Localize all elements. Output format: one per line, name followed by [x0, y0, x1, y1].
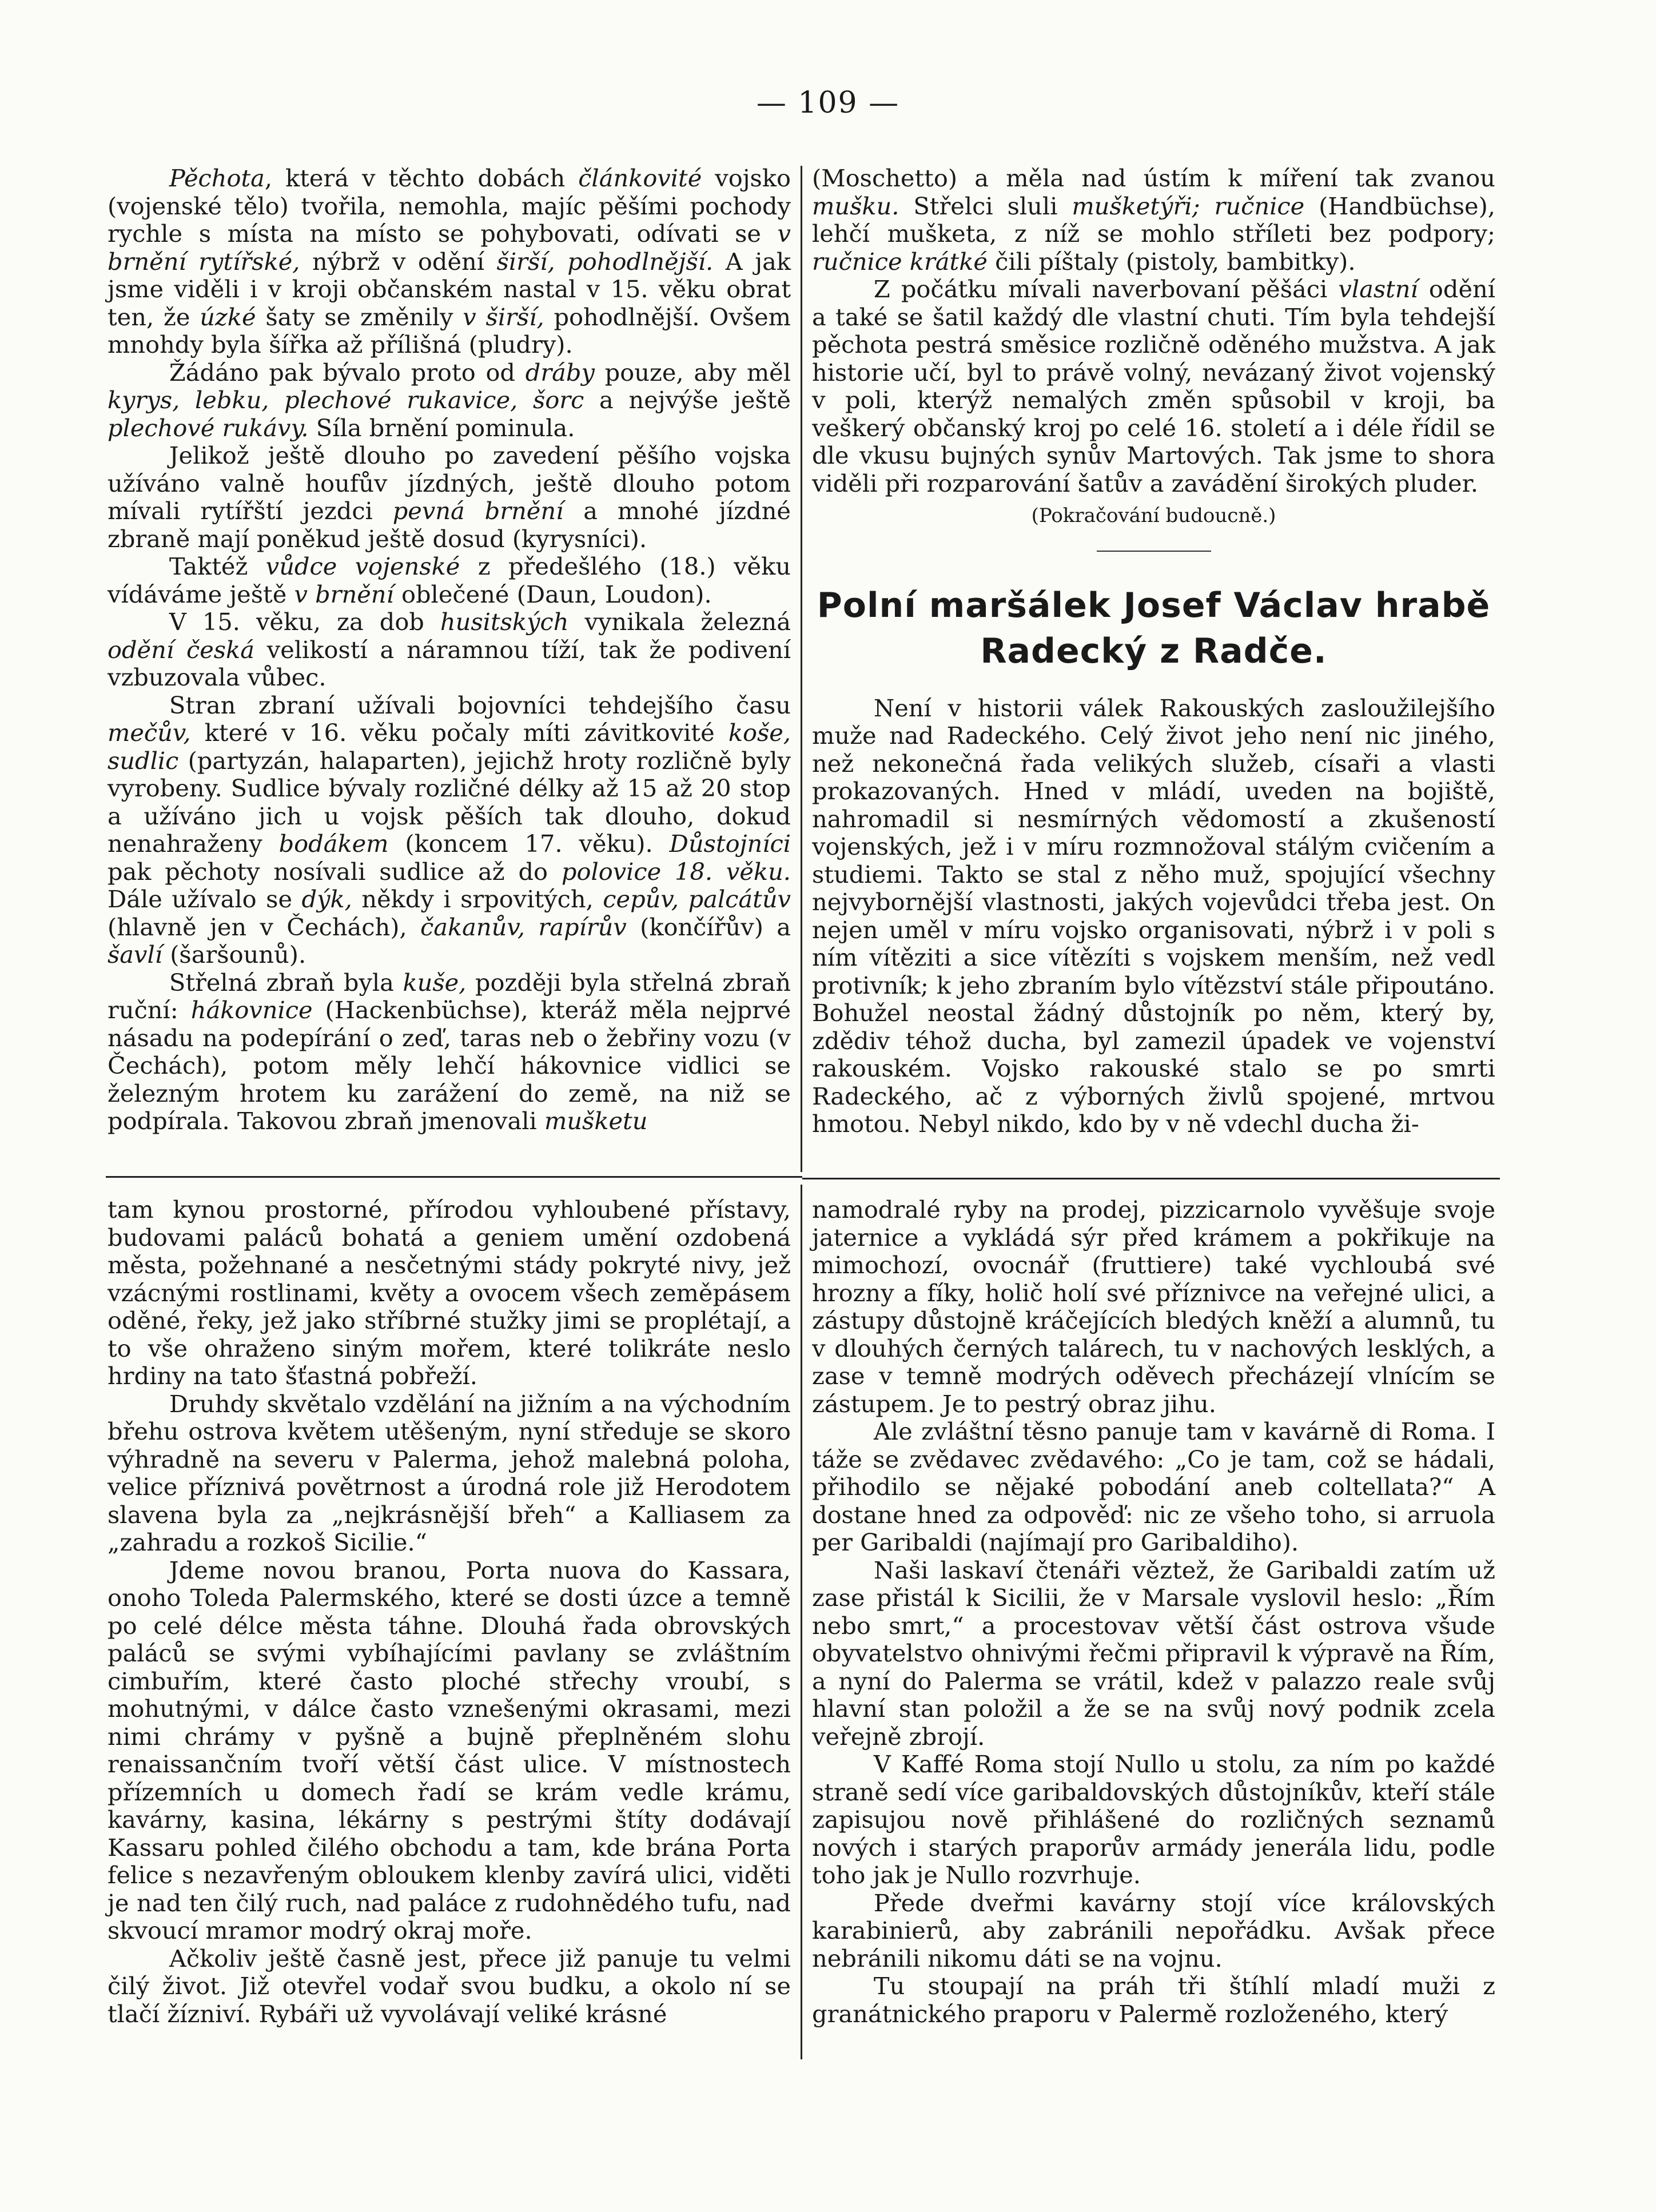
column-top-right [812, 165, 1495, 1138]
column-bottom-left [108, 1196, 791, 2028]
paragraph-commanders: Taktéž vůdce vojenské z předešlého (18.) věku vídáváme ještě v brnění oblečené (Daun, Loudon). [108, 552, 791, 608]
paragraph-firearms: Střelná zbraň byla kuše, později byla střelná zbraň ruční: hákovnice (Hackenbüchse), kteráž měla nejprvé násadu na podepírání o zeď, taras neb o žebřiny vozu (v Čechách), potom měly lehčí hákovnice vidlici se železným hrotem ku zarážení do země, na niž se podpírala. Takovou zbraň jmenovali mušketu [108, 968, 791, 1135]
continued-note: (Pokračování budoucně.) [1031, 504, 1276, 527]
paragraph-market: namodralé ryby na prodej, pizzicarnolo vyvěšuje svoje jaternice a vykládá sýr před krámem a pokřikuje na mimochozí, ovocnář (fruttiere) také vychloubá své hrozny a fíky, holič holí své příznivce na veřejné ulici, a zástupy důstojně kráčejících bledých kněží a alumnů, tu v dlouhých černých talárech, tu v nachových lesklých, a zase v temně modrých oděvech přecházejí vlnícím se zástupem. Je to pestrý obraz jihu. [812, 1195, 1495, 1418]
paragraph-carabinieri: Přede dveřmi kavárny stojí více královských karabinierů, aby zabránili nepořádku. Avšak přece nebránili nikomu dáti se na vojnu. [812, 1888, 1495, 1972]
column-divider-top [801, 166, 802, 1172]
paragraph-palermo: Druhdy skvětalo vzdělání na jižním a na východním břehu ostrova květem utěšeným, nyní středuje se skoro výhradně na severu v Palerma, jehož malebná poloha, velice příznivá povětrnost a úrodná role již Herodotem slavena byla za „nejkrásnější břeh“ a Kalliasem za „zahradu a rozkoš Sicilie.“ [108, 1389, 791, 1556]
paragraph-kassaro: Jdeme novou branou, Porta nuova do Kassara, onoho Toleda Palermského, které se dosti úzce a temně po celé délce města táhne. Dlouhá řada obrovských paláců se svými vybíhajícími pavlany se zvláštním cimbuřím, které často ploché střechy vroubí, s mohutnými, v dálce často vznešenými okrasami, mezi nimi chrámy v pyšně a bujně přeplněném slohu renaissančním tvoří větší část ulice. V místnostech přízemních u domech řadí se krám vedle krámu, kavárny, kasina, lékárny s pestrými štíty dodávají Kassaru pohled čilého obchodu a tam, kde brána Porta felice s nezavřeným obloukem klenby zavírá ulici, viděti je nad ten čilý ruch, nad paláce z rudohnědého tufu, nad skvoucí mramor modrý okraj moře. [108, 1556, 791, 1944]
paragraph-musket: (Moschetto) a měla nad ústím k míření tak zvanou mušku. Střelci sluli mušketýři; ručnice (Handbüchse), lehčí mušketa, z níž se mohlo stříleti bez podpory; ručnice krátké čili píštaly (pistoly, bambitky). [812, 164, 1495, 276]
paragraph-mercenaries: Z počátku mívali naverbovaní pěšáci vlastní odění a také se šatil každý dle vlastní chuti. Tím byla tehdejší pěchota pestrá směsice rozličně oděného mužstva. A jak historie učí, byl to právě volný, nevázaný život vojenský v poli, kterýž nemalých změn spůsobil v kroji, ba veškerý občanský kroj po celé 16. století a i déle řídil se dle vkusu bujných synův Martových. Tak jsme to shora viděli při rozparování šatův a zavádění širokých pluder. [812, 275, 1495, 497]
column-top-left [108, 165, 791, 1135]
paragraph-harbors: tam kynou prostorné, přírodou vyhloubené přístavy, budovami paláců bohatá a geniem umění ozdobená města, požehnané a nesčetnými stády pokryté nivy, jež vzácnými rostlinami, květy a ovocem všech zeměpásem oděné, řeky, jež jako stříbrné stužky jimi se proplétají, a to vše ohraženo siným mořem, které tolikráte neslo hrdiny na tato šťastná pobřeží. [108, 1195, 791, 1390]
paragraph-nullo: V Kaffé Roma stojí Nullo u stolu, za ním po každé straně sedí více garibaldovských důstojníkův, kteří stále zapisujou nově přihlášené do rozličných seznamů nových i starých praporův armády jenerála lidu, podle toho jak je Nullo rozvrhuje. [812, 1750, 1495, 1889]
paragraph-hussite-era: V 15. věku, za dob husitských vynikala železná odění česká velikostí a náramnou tíží, tak že podivení vzbuzovala vůbec. [108, 608, 791, 691]
column-divider-bottom [801, 1185, 802, 2059]
paragraph-armor: Žádáno pak bývalo proto od dráby pouze, aby měl kyrys, lebku, plechové rukavice, šorc a nejvýše ještě plechové rukávy. Síla brnění pominula. [108, 358, 791, 442]
paragraph-radecky: Není v historii válek Rakouských zasloužilejšího muže nad Radeckého. Celý život jeho není nic jiného, než nekonečná řada velikých služeb, císaři a vlasti prokazovaných. Hned v mládí, uveden na bojiště, nahromadil si nesmírných vědomostí a zkušeností vojenských, jež i v míru rozmnožoval stálým cvičením a studiemi. Takto se stal z něho muž, spojující všechny nejvybornější vlastnosti, jakých vojevůdci třeba jest. On nejen uměl v míru vojsko organisovati, nýbrž i v poli s ním vítěziti a sice vítězíti s vojskem menším, než vedl protivník; k jeho zbraním bylo vítězství stále připoutáno. Bohužel neostal žádný důstojník po něm, který by, zdědiv téhož ducha, byl zamezil úpadek ve vojenství rakouském. Vojsko rakouské stalo se po smrti Radeckého, ač z výborných živlů spojené, mrtvou hmotou. Nebyl nikdo, kdo by v ně vdechl ducha ži- [812, 694, 1495, 1138]
page-number: — 109 — [756, 86, 900, 120]
article-title: Polní maršálek Josef Václav hrabě Radecký z Radče. [817, 585, 1491, 671]
paragraph-cafe-roma: Ale zvláštní těsno panuje tam v kavárně di Roma. I táže se zvědavec zvědavého: „Co je tam, což se hádali, přihodilo se nějaké pobodání aneb coltellata?“ A dostane hned za odpověď: nic ze všeho toho, si arruola per Garibaldi (najímají pro Garibaldiho). [812, 1417, 1495, 1556]
horizontal-rule-left [106, 1176, 802, 1178]
column-bottom-right [812, 1196, 1495, 2028]
section-separator [1097, 551, 1211, 552]
paragraph-morning: Ačkoliv ještě časně jest, přece již panuje tu velmi čilý život. Již otevřel vodař svou budku, a okolo ní se tlačí žízniví. Rybáři už vyvolávají veliké krásné [108, 1944, 791, 2028]
paragraph-infantry: Pěchota, která v těchto dobách článkovité vojsko (vojenské tělo) tvořila, nemohla, majíc pěšími pochody rychle s místa na místo se pohybovati, odívati se v brnění rytířské, nýbrž v odění širší, pohodlnější. A jak jsme viděli i v kroji občanském nastal v 15. věku obrat ten, že úzké šaty se změnily v širší, pohodlnější. Ovšem mnohdy byla šířka až přílišná (pludry). [108, 164, 791, 358]
paragraph-weapons: Stran zbraní užívali bojovníci tehdejšího času mečův, které v 16. věku počaly míti závitkovité koše, sudlic (partyzán, halaparten), jejichž hroty rozličně byly vyrobeny. Sudlice bývaly rozličné délky až 15 až 20 stop a užíváno jich u vojsk pěších tak dlouho, dokud nenahraženy bodákem (koncem 17. věku). Důstojníci pak pěchoty nosívali sudlice až do polovice 18. věku. Dále užívalo se dýk, někdy i srpovitých, cepův, palcátův (hlavně jen v Čechách), čakanův, rapírův (končířův) a šavlí (šaršounů). [108, 691, 791, 969]
paragraph-grenadiers: Tu stoupají na práh tři štíhlí mladí muži z granátnického praporu v Palermě rozloženého, který [812, 1972, 1495, 2028]
paragraph-cavalry: Jelikož ještě dlouho po zavedení pěšího vojska užíváno valně houfův jízdných, ještě dlouho potom mívali rytířští jezdci pevná brnění a mnohé jízdné zbraně mají poněkud ještě dosud (kyrysníci). [108, 441, 791, 553]
horizontal-rule-right [802, 1178, 1500, 1179]
paragraph-garibaldi: Naši laskaví čtenáři věztež, že Garibaldi zatím už zase přistál k Sicilii, že v Marsale vyslovil heslo: „Řím nebo smrt,“ a procestovav větší část ostrova všude obyvatelstvo ohnivými řečmi připravil k výpravě na Řím, a nyní do Palerma se vrátil, kdež v palazzo reale svůj hlavní stan položil a že se na svůj nový podnik zcela veřejně zbrojí. [812, 1556, 1495, 1751]
